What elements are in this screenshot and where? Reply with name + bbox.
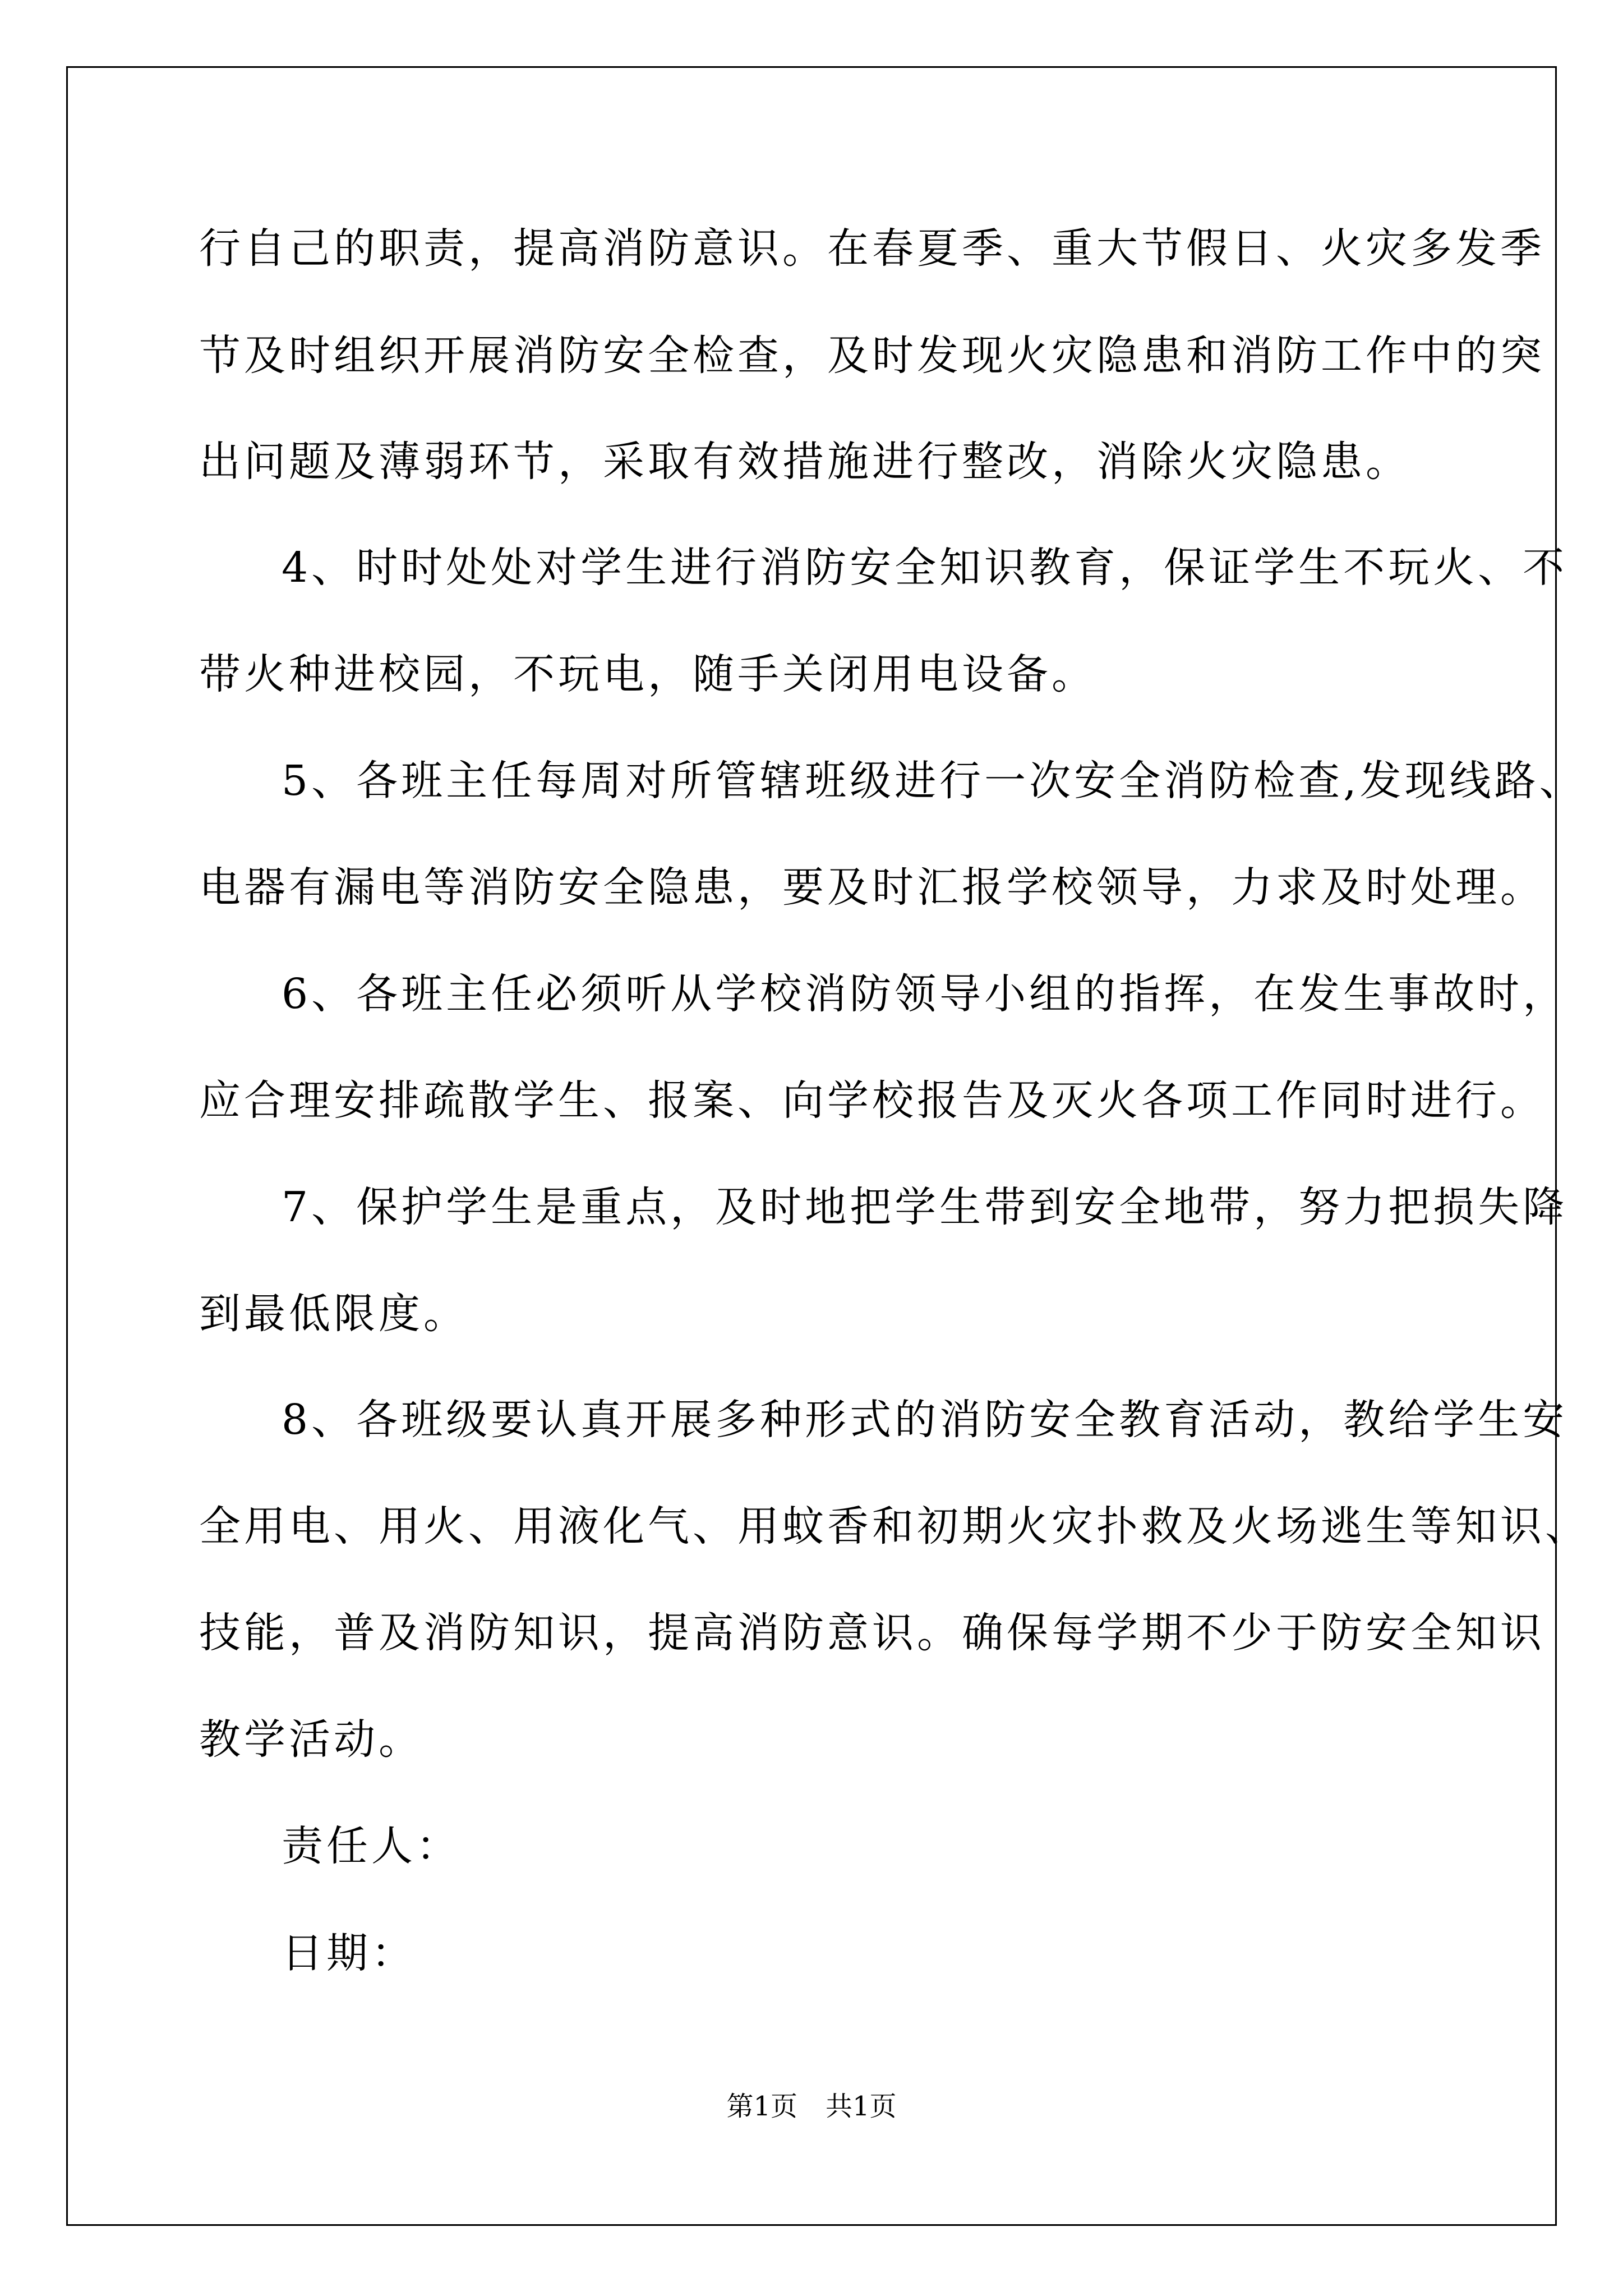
- page-border: [66, 66, 1590, 2226]
- item-5-line-2: 电器有漏电等消防安全隐患，要及时汇报学校领导，力求及时处理。: [199, 863, 1545, 912]
- page-count: 共1页: [826, 2091, 897, 2122]
- item-6-line-1: 6、各班主任必须听从学校消防领导小组的指挥，在发生事故时，: [282, 970, 1568, 1018]
- body-line-3: 出问题及薄弱环节，采取有效措施进行整改，消除火灾隐患。: [199, 438, 1410, 486]
- item-7-line-2: 到最低限度。: [199, 1290, 468, 1338]
- item-6-line-2: 应合理安排疏散学生、报案、向学校报告及灭火各项工作同时进行。: [199, 1076, 1545, 1125]
- item-8-line-4: 教学活动。: [199, 1715, 423, 1764]
- body-line-1: 行自己的职责，提高消防意识。在春夏季、重大节假日、火灾多发季: [199, 224, 1545, 273]
- item-4-line-2: 带火种进校园，不玩电，随手关闭用电设备。: [199, 650, 1096, 698]
- body-line-2: 节及时组织开展消防安全检查，及时发现火灾隐患和消防工作中的突: [199, 332, 1545, 380]
- date-label: 日期：: [282, 1929, 416, 1977]
- item-8-line-1: 8、各班级要认真开展多种形式的消防安全教育活动，教给学生安: [282, 1396, 1568, 1444]
- item-8-line-3: 技能，普及消防知识，提高消防意识。确保每学期不少于防安全知识: [199, 1609, 1545, 1657]
- item-7-line-1: 7、保护学生是重点，及时地把学生带到安全地带，努力把损失降: [282, 1183, 1568, 1231]
- item-4-line-1: 4、时时处处对学生进行消防安全知识教育，保证学生不玩火、不: [282, 544, 1568, 592]
- responsible-label: 责任人：: [282, 1822, 461, 1870]
- item-8-line-2: 全用电、用火、用液化气、用蚊香和初期火灾扑救及火场逃生等知识、: [199, 1502, 1590, 1550]
- item-5-line-1: 5、各班主任每周对所管辖班级进行一次安全消防检查,发现线路、: [282, 757, 1584, 805]
- page-number: 第1页: [726, 2091, 797, 2122]
- page-footer: [0, 2090, 1623, 2123]
